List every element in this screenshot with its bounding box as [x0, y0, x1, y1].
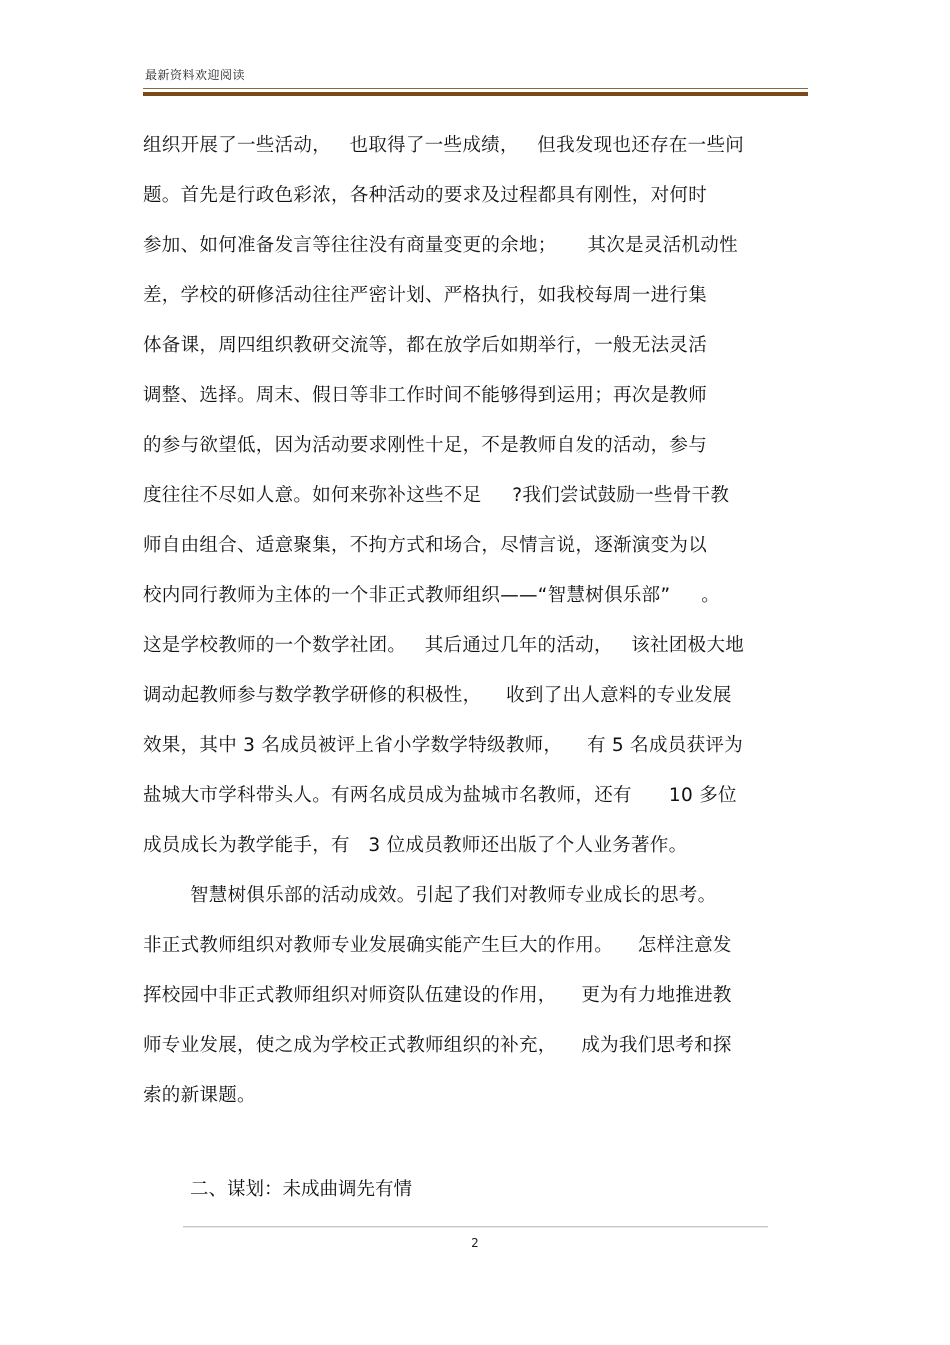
paragraph-first-line: 智慧树俱乐部的活动成效。引起了我们对教师专业成长的思考。 — [190, 885, 717, 906]
body-line: 盐城大市学科带头人。有两名成员成为盐城市名教师，还有 10 多位 — [143, 785, 737, 806]
header-rule-thin — [143, 88, 808, 89]
body-line: 体备课，周四组织教研交流等，都在放学后如期举行，一般无法灵活 — [143, 335, 708, 356]
body-line: 调整、选择。周末、假日等非工作时间不能够得到运用；再次是教师 — [143, 385, 708, 406]
body-line: 差，学校的研修活动往往严密计划、严格执行，如我校每周一进行集 — [143, 285, 708, 306]
body-line: 组织开展了一些活动， 也取得了一些成绩， 但我发现也还存在一些问 — [143, 135, 745, 156]
body-line: 师专业发展，使之成为学校正式教师组织的补充， 成为我们思考和探 — [143, 1035, 732, 1056]
document-body — [143, 121, 815, 1121]
body-line: 效果，其中 3 名成员被评上省小学数学特级教师， 有 5 名成员获评为 — [143, 735, 743, 756]
body-line: 非正式教师组织对教师专业发展确实能产生巨大的作用。 怎样注意发 — [143, 935, 732, 956]
page-number: 2 — [471, 1236, 479, 1250]
body-line: 这是学校教师的一个数学社团。 其后通过几年的活动， 该社团极大地 — [143, 635, 745, 656]
body-line: 调动起教师参与数学教学研修的积极性， 收到了出人意料的专业发展 — [143, 685, 732, 706]
body-line: 师自由组合、适意聚集，不拘方式和场合，尽情言说，逐渐演变为以 — [143, 535, 708, 556]
body-line: 的参与欲望低，因为活动要求刚性十足，不是教师自发的活动，参与 — [143, 435, 708, 456]
body-line: 题。首先是行政色彩浓，各种活动的要求及过程都具有刚性，对何时 — [143, 185, 708, 206]
body-line: 索的新课题。 — [143, 1085, 256, 1106]
page-header-text: 最新资料欢迎阅读 — [145, 68, 246, 82]
body-line: 校内同行教师为主体的一个非正式教师组织——“智慧树俱乐部” 。 — [143, 585, 721, 606]
header-rule-thick — [143, 92, 808, 96]
body-line: 成员成长为教学能手，有 3 位成员教师还出版了个人业务著作。 — [143, 835, 688, 856]
footer-rule — [183, 1226, 768, 1227]
body-line: 度往往不尽如人意。如何来弥补这些不足 ?我们尝试鼓励一些骨干教 — [143, 485, 730, 506]
body-line: 参加、如何准备发言等往往没有商量变更的余地； 其次是灵活机动性 — [143, 235, 738, 256]
section-heading: 二、谋划：未成曲调先有情 — [190, 1179, 413, 1200]
body-line: 挥校园中非正式教师组织对师资队伍建设的作用， 更为有力地推进教 — [143, 985, 732, 1006]
